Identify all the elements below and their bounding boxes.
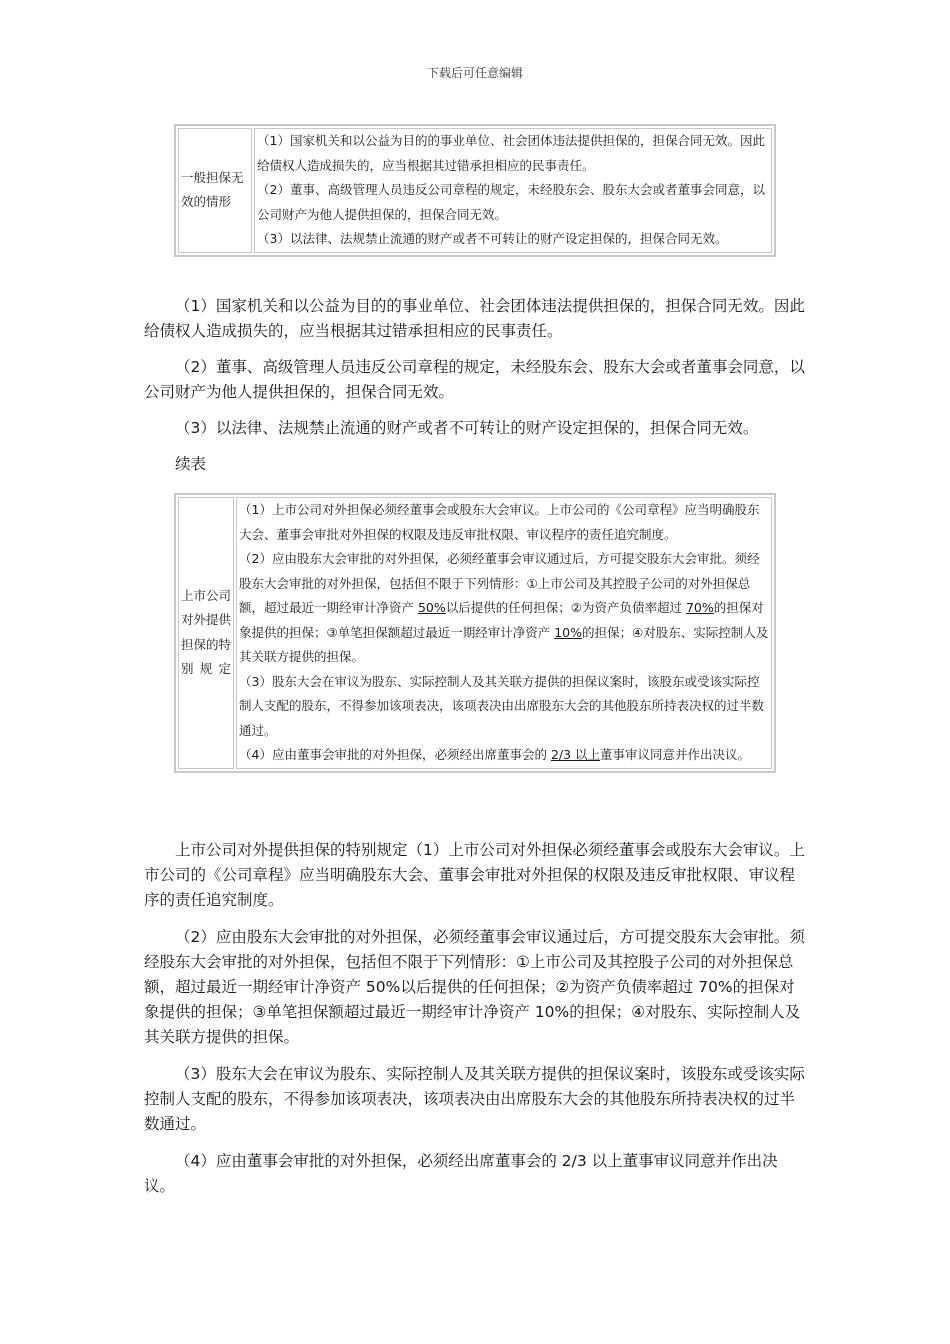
table2-item: （1）上市公司对外担保必须经董事会或股东大会审议。上市公司的《公司章程》应当明确股东大会、董事会审批对外担保的权限及违反审批权限、审议程序的责任追究制度。: [239, 502, 760, 542]
paragraph: （2）董事、高级管理人员违反公司章程的规定，未经股东会、股东大会或者董事会同意，以公司财产为他人提供担保的，担保合同无效。: [144, 358, 805, 401]
table1-content: [254, 128, 772, 253]
table2-item: （4）应由董事会审批的对外担保，必须经出席董事会的 2/3 以上董事审议同意并作出决议。: [239, 747, 751, 762]
body-section-2: [144, 838, 808, 1199]
table1-label: 一般担保无效的情形: [178, 128, 252, 253]
table2-content: [236, 497, 772, 769]
continued-label: 续表: [175, 455, 207, 473]
underlined-value: 2/3 以上: [550, 747, 601, 762]
table1-item: （3）以法律、法规禁止流通的财产或者不可转让的财产设定担保的，担保合同无效。: [257, 231, 728, 246]
table2-label: 上市公司对外提供担保的特别规定: [178, 497, 234, 769]
paragraph: （4）应由董事会审批的对外担保，必须经出席董事会的 2/3 以上董事审议同意并作出决议。: [144, 1152, 778, 1195]
paragraph: （3）以法律、法规禁止流通的财产或者不可转让的财产设定担保的，担保合同无效。: [175, 419, 759, 437]
table1-item: （2）董事、高级管理人员违反公司章程的规定，未经股东会、股东大会或者董事会同意，以公司财产为他人提供担保的，担保合同无效。: [257, 182, 765, 222]
listed-company-guarantee-table: [174, 493, 776, 773]
paragraph: （3）股东大会在审议为股东、实际控制人及其关联方提供的担保议案时，该股东或受该实际控制人支配的股东，不得参加该项表决，该项表决由出席股东大会的其他股东所持表决权的过半数通过。: [144, 1065, 805, 1133]
table2-item: （3）股东大会在审议为股东、实际控制人及其关联方提供的担保议案时，该股东或受该实际控制人支配的股东，不得参加该项表决，该项表决由出席股东大会的其他股东所持表决权的过半数通过。: [239, 673, 765, 738]
underlined-value: 10%: [554, 624, 582, 640]
paragraph: 上市公司对外提供担保的特别规定（1）上市公司对外担保必须经董事会或股东大会审议。上市公司的《公司章程》应当明确股东大会、董事会审批对外担保的权限及违反审批权限、审议程序的责任追究制度。: [144, 841, 805, 909]
underlined-value: 50%: [417, 600, 446, 615]
table2-item: （2）应由股东大会审批的对外担保，必须经董事会审议通过后，方可提交股东大会审批。须经股东大会审批的对外担保，包括但不限于下列情形：①上市公司及其控股子公司的对外担保总额，超过最近一期经审计净资产 50%以后提供的任何担保；②为资产负债率超过 70%的担保对象提供的担保；③单笔担保额超过最近一期经审计净资产 10%的担保；④对股东、实际控制人及其关联方提供的担保。: [239, 551, 769, 664]
paragraph: （1）国家机关和以公益为目的的事业单位、社会团体违法提供担保的，担保合同无效。因此给债权人造成损失的，应当根据其过错承担相应的民事责任。: [144, 297, 805, 340]
body-section-1: [144, 294, 808, 477]
paragraph: （2）应由股东大会审批的对外担保，必须经董事会审议通过后，方可提交股东大会审批。须经股东大会审批的对外担保，包括但不限于下列情形：①上市公司及其控股子公司的对外担保总额，超过最近一期经审计净资产 50%以后提供的任何担保；②为资产负债率超过 70%的担保对象提供的担保；③单笔担保额超过最近一期经审计净资产 10%的担保；④对股东、实际控制人及其关联方提供的担保。: [144, 928, 805, 1046]
invalid-guarantee-table: [174, 124, 776, 257]
table1-item: （1）国家机关和以公益为目的的事业单位、社会团体违法提供担保的，担保合同无效。因此给债权人造成损失的，应当根据其过错承担相应的民事责任。: [257, 133, 765, 173]
underlined-value: 70%: [685, 600, 714, 615]
page-header: 下载后可任意编辑: [426, 66, 523, 80]
